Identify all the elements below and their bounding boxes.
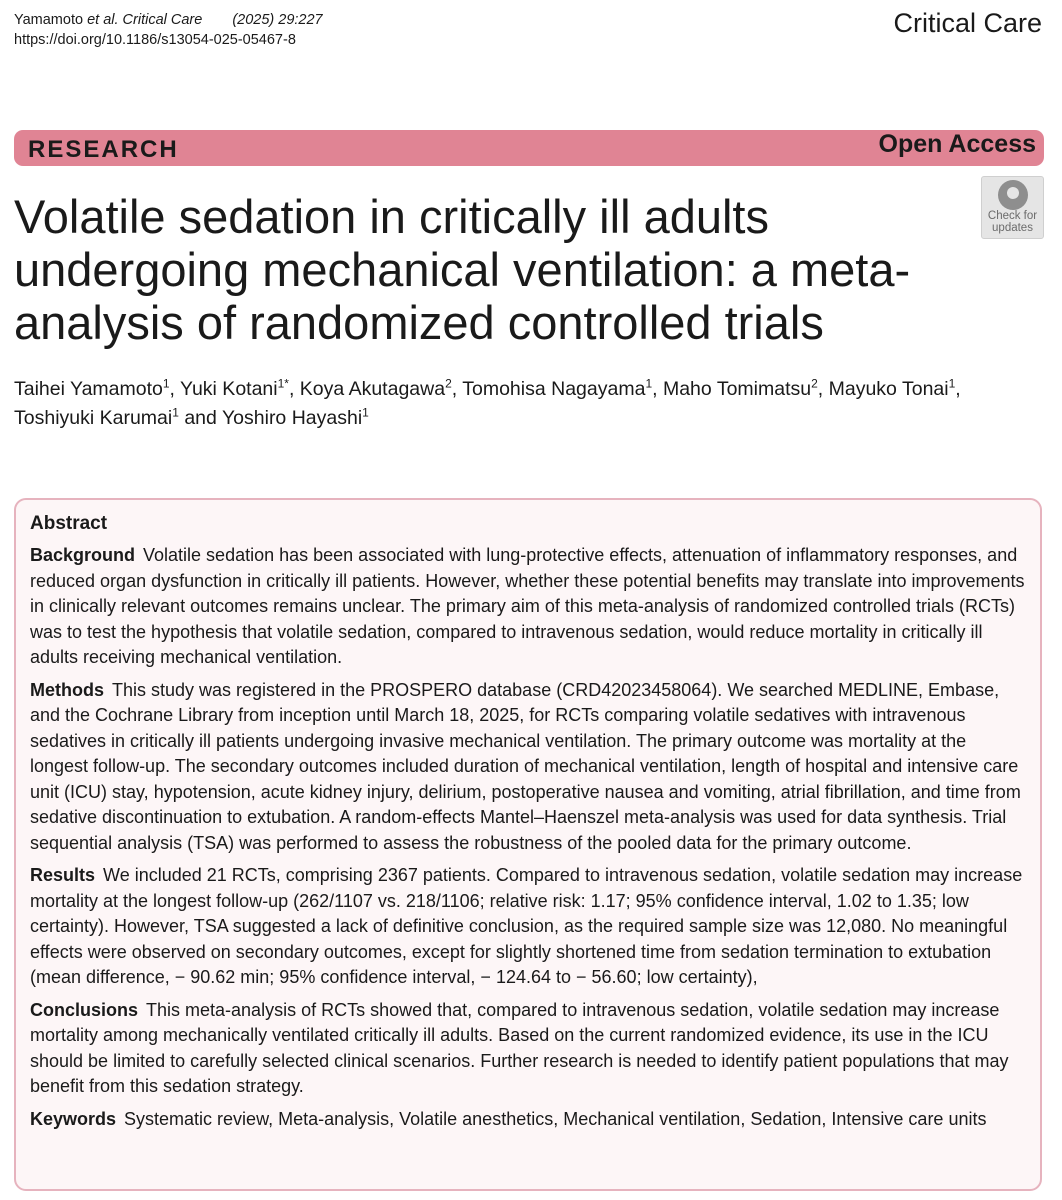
author-affiliation: 2 xyxy=(811,376,818,391)
conclusions-label: Conclusions xyxy=(30,999,139,1020)
background-label: Background xyxy=(30,545,136,565)
author-affiliation: 1 xyxy=(362,405,369,420)
abstract-methods xyxy=(30,678,1026,857)
check-updates-line2: updates xyxy=(992,222,1033,234)
abstract-conclusions xyxy=(30,998,1026,1100)
author-affiliation: 1 xyxy=(172,405,179,420)
author-affiliation: 2 xyxy=(445,376,452,391)
abstract-box xyxy=(14,498,1042,1191)
article-type-banner xyxy=(14,130,1044,166)
citation-volume: (2025) 29:227 xyxy=(232,12,323,28)
citation-header xyxy=(14,10,323,50)
keywords-text: Systematic review, Meta-analysis, Volatile anesthetics, Mechanical ventilation, Sedation, Intensive care units xyxy=(124,1108,987,1129)
results-text: We included 21 RCTs, comprising 2367 patients. Compared to intravenous sedation, volatile sedation may increase mortality at the longest follow-up (262/1107 vs. 218/1106; relative risk: 1.17; 95% confidence interval, 1.02 to 1.35; low certainty). However, TSA suggested a lack of definitive conclusion, as the required sample size was 12,080. No meaningful effects were observed on secondary outcomes, except for slightly shortened time from sedation termination to extubation (mean difference, − 90.62 min; 95% confidence interval, − 124.64 to − 56.60; low certainty), xyxy=(30,865,1023,987)
journal-brand: Critical Care xyxy=(893,8,1042,38)
background-text: Volatile sedation has been associated with lung-protective effects, attenuation of inflammatory responses, and reduced organ dysfunction in critically ill patients. However, whether these potential benefits may translate into improvements in clinically relevant outcomes remains unclear. The primary aim of this meta-analysis of randomized controlled trials (RCTs) was to test the hypothesis that volatile sedation, compared to intravenous sedation, would reduce mortality in critically ill adults receiving mechanical ventilation. xyxy=(30,545,1025,667)
open-access-label: Open Access xyxy=(878,130,1036,158)
abstract-keywords xyxy=(30,1107,1026,1133)
author-affiliation: 1 xyxy=(948,376,956,391)
author-separator: , xyxy=(817,378,829,400)
author-separator: and xyxy=(178,407,222,429)
check-updates-line1: Check for xyxy=(987,210,1038,222)
citation-authors: Yamamoto xyxy=(14,12,88,28)
conclusions-text: This meta-analysis of RCTs showed that, compared to intravenous sedation, volatile sedation may increase mortality among mechanically ventilated critically ill adults. Based on the current randomized evidence, its use in the ICU should be limited to carefully selected clinical scenarios. Further research is needed to identify patient populations that may benefit from this sedation strategy. xyxy=(30,999,1009,1096)
abstract-heading: Abstract xyxy=(30,513,108,534)
author-affiliation: 1 xyxy=(162,376,170,391)
author-separator: , xyxy=(169,378,181,400)
author-separator: , xyxy=(288,378,300,400)
methods-text: This study was registered in the PROSPERO database (CRD42023458064). We searched MEDLINE, Embase, and the Cochrane Library from inception until March 18, 2025, for RCTs comparing volatile sedatives with intravenous sedatives in critically ill patients undergoing invasive mechanical ventilation. The primary outcome was mortality at the longest follow-up. The secondary outcomes included duration of mechanical ventilation, length of hospital and intensive care unit (ICU) stay, hypotension, acute kidney injury, delirium, postoperative nausea and vomiting, atrial fibrillation, and time from sedative discontinuation to extubation. A random-effects Mantel–Haenszel meta-analysis was used for data synthesis. Trial sequential analysis (TSA) was performed to assess the robustness of the pooled data for the primary outcome. xyxy=(30,679,1021,853)
keywords-label: Keywords xyxy=(30,1108,117,1129)
author-name[interactable]: Maho Tomimatsu xyxy=(662,378,812,400)
author-name[interactable]: Yoshiro Hayashi xyxy=(221,407,363,429)
author-name[interactable]: Yuki Kotani xyxy=(180,378,278,400)
article-title: Volatile sedation in critically ill adults undergoing mechanical ventilation: a meta-analysis of randomized controlled trials xyxy=(14,190,911,349)
author-affiliation: 1* xyxy=(277,376,289,391)
article-type-label: RESEARCH xyxy=(28,136,179,163)
doi-link[interactable]: https://doi.org/10.1186/s13054-025-05467-8 xyxy=(14,32,296,48)
author-name[interactable]: Toshiyuki Karumai xyxy=(14,407,173,429)
citation-line xyxy=(14,10,323,30)
author-affiliation: 1 xyxy=(645,376,653,391)
abstract-background xyxy=(30,543,1026,671)
results-label: Results xyxy=(30,865,96,885)
author-separator: , xyxy=(955,378,961,400)
author-name[interactable]: Taihei Yamamoto xyxy=(14,378,163,400)
author-name[interactable]: Mayuko Tonai xyxy=(828,378,949,400)
citation-journal: et al. Critical Care xyxy=(87,12,203,28)
methods-label: Methods xyxy=(30,679,104,700)
author-name[interactable]: Koya Akutagawa xyxy=(299,378,446,400)
author-list xyxy=(14,375,1044,433)
author-separator: , xyxy=(652,378,663,400)
author-separator: , xyxy=(451,378,463,400)
author-name[interactable]: Tomohisa Nagayama xyxy=(462,378,646,400)
abstract-results xyxy=(30,863,1026,991)
